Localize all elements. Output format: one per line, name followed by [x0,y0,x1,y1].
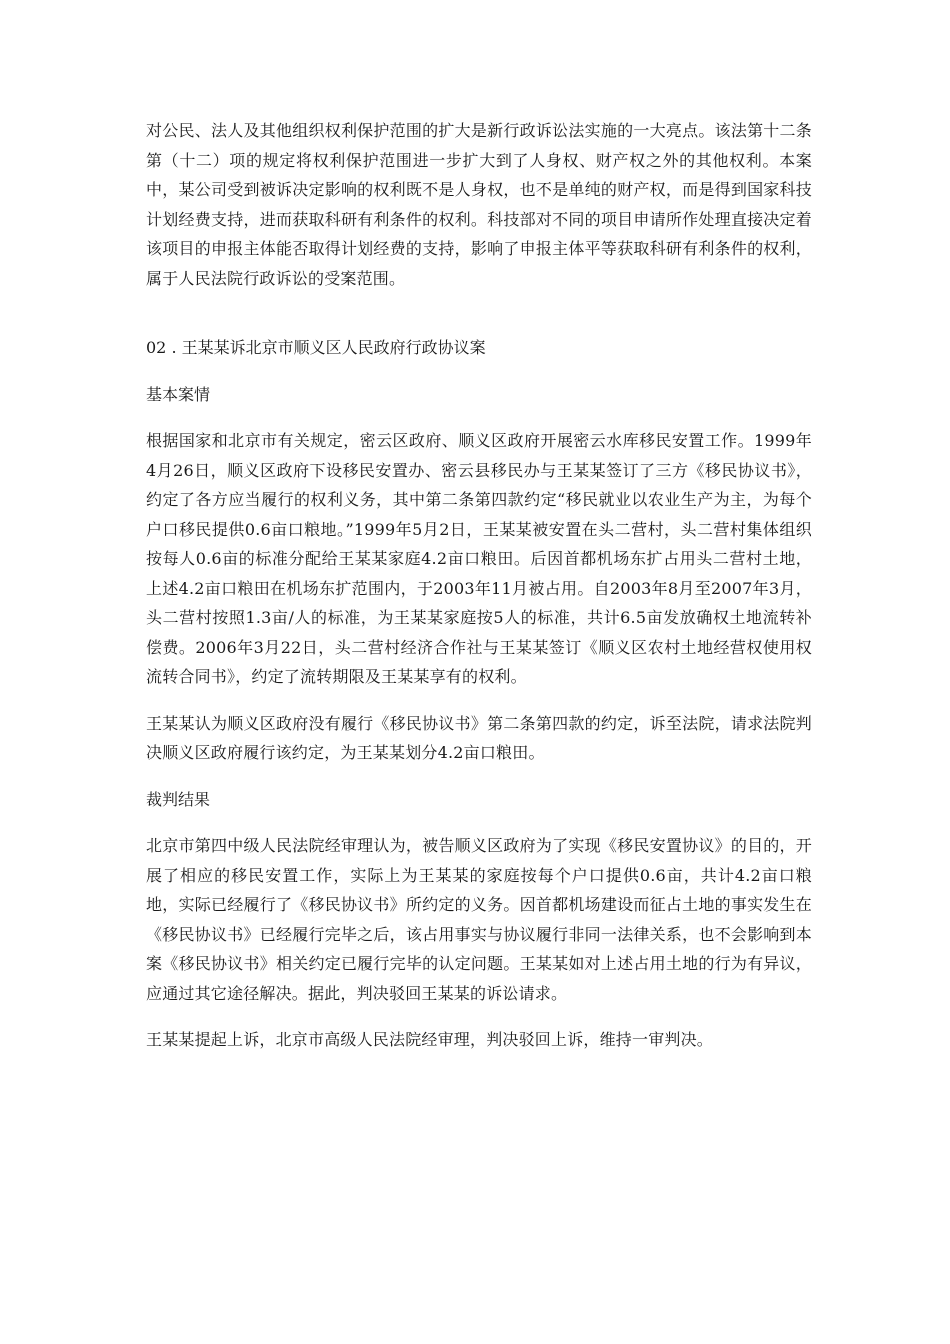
intro-paragraph: 对公民、法人及其他组织权利保护范围的扩大是新行政诉讼法实施的一大亮点。该法第十二条第（十二）项的规定将权利保护范围进一步扩大到了人身权、财产权之外的其他权利。本案中，某公司受到被诉决定影响的权利既不是人身权，也不是单纯的财产权，而是得到国家科技计划经费支持，进而获取科研有利条件的权利。科技部对不同的项目申请所作处理直接决定着该项目的申报主体能否取得计划经费的支持，影响了申报主体平等获取科研有利条件的权利，属于人民法院行政诉讼的受案范围。 [146,121,812,288]
document-page [146,116,812,1055]
judgment-paragraph-1: 北京市第四中级人民法院经审理认为，被告顺义区政府为了实现《移民安置协议》的目的，开展了相应的移民安置工作，实际上为王某某的家庭按每个户口提供0.6亩，共计4.2亩口粮地，实际已经履行了《移民协议书》所约定的义务。因首都机场建设而征占土地的事实发生在《移民协议书》已经履行完毕之后，该占用事实与协议履行非同一法律关系，也不会影响到本案《移民协议书》相关约定已履行完毕的认定问题。王某某如对上述占用土地的行为有异议，应通过其它途径解决。据此，判决驳回王某某的诉讼请求。 [146,836,812,1003]
basic-facts-heading: 基本案情 [146,384,211,404]
judgment-heading: 裁判结果 [146,789,211,809]
facts-paragraph-1: 根据国家和北京市有关规定，密云区政府、顺义区政府开展密云水库移民安置工作。1999年4月26日，顺义区政府下设移民安置办、密云县移民办与王某某签订了三方《移民协议书》，约定了各方应当履行的权利义务，其中第二条第四款约定“移民就业以农业生产为主，为每个户口移民提供0.6亩口粮地。”1999年5月2日，王某某被安置在头二营村，头二营村集体组织按每人0.6亩的标准分配给王某某家庭4.2亩口粮田。后因首都机场东扩占用头二营村土地，上述4.2亩口粮田在机场东扩范围内，于2003年11月被占用。自2003年8月至2007年3月，头二营村按照1.3亩/人的标准，为王某某家庭按5人的标准，共计6.5亩发放确权土地流转补偿费。2006年3月22日，头二营村经济合作社与王某某签订《顺义区农村土地经营权使用权流转合同书》，约定了流转期限及王某某享有的权利。 [146,431,812,686]
facts-paragraph-2: 王某某认为顺义区政府没有履行《移民协议书》第二条第四款的约定，诉至法院，请求法院判决顺义区政府履行该约定，为王某某划分4.2亩口粮田。 [146,713,812,762]
judgment-paragraph-2: 王某某提起上诉，北京市高级人民法院经审理，判决驳回上诉，维持一审判决。 [146,1030,714,1049]
case-title: 02 . 王某某诉北京市顺义区人民政府行政协议案 [146,338,486,357]
